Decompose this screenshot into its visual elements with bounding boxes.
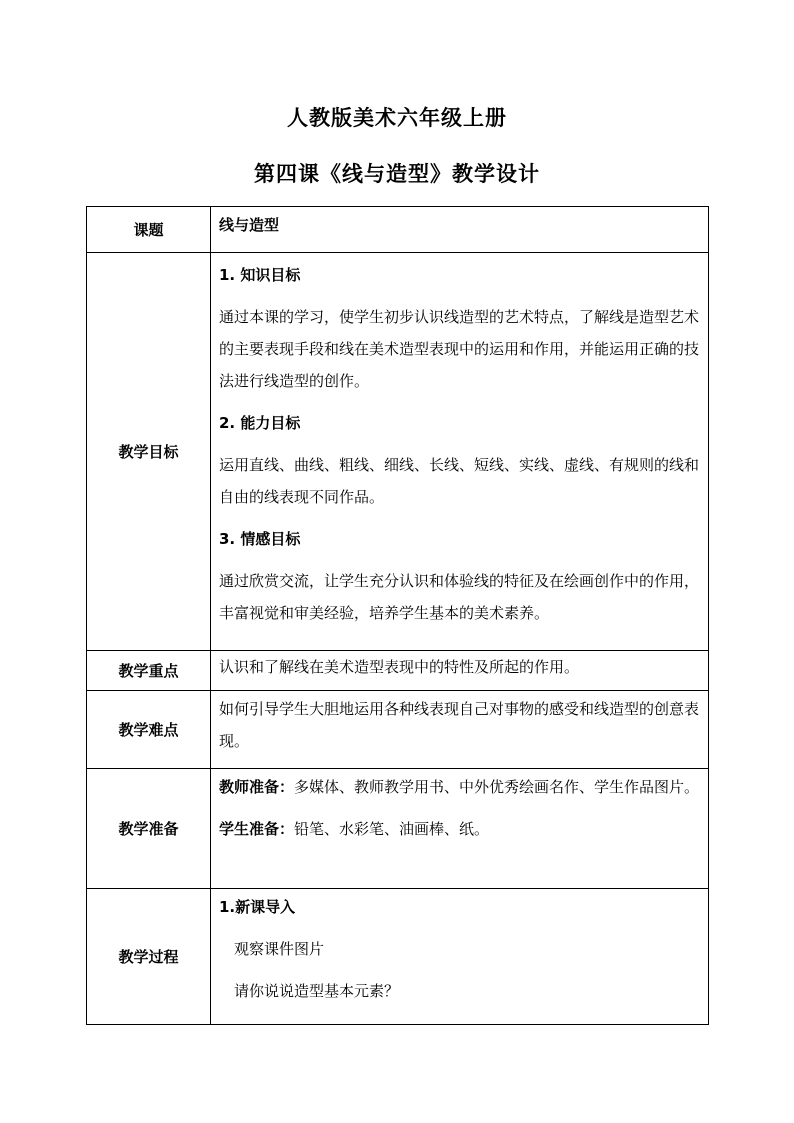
value-topic: 线与造型 — [211, 207, 709, 253]
row-difficulty — [87, 691, 709, 769]
value-preparation — [211, 769, 709, 889]
document-title: 人教版美术六年级上册 — [287, 105, 507, 130]
teacher-prep-label: 教师准备： — [219, 778, 295, 796]
goal-3-heading: 3. 情感目标 — [219, 530, 301, 548]
teacher-prep — [219, 771, 700, 803]
lesson-plan-table — [86, 206, 709, 1025]
row-process — [87, 889, 709, 1025]
row-goals — [87, 253, 709, 651]
student-prep-value: 铅笔、水彩笔、油画棒、纸。 — [294, 820, 490, 838]
value-difficulty: 如何引导学生大胆地运用各种线表现自己对事物的感受和线造型的创意表现。 — [211, 691, 709, 769]
process-step-1-heading: 1.新课导入 — [219, 898, 296, 916]
value-process — [211, 889, 709, 1025]
lesson-title: 第四课《线与造型》教学设计 — [254, 161, 540, 186]
row-key-point — [87, 651, 709, 691]
label-difficulty: 教学难点 — [87, 691, 211, 769]
goal-1-heading: 1. 知识目标 — [219, 266, 301, 284]
label-topic: 课题 — [87, 207, 211, 253]
teacher-prep-value: 多媒体、教师教学用书、中外优秀绘画名作、学生作品图片。 — [294, 778, 700, 796]
row-preparation — [87, 769, 709, 889]
label-goals: 教学目标 — [87, 253, 211, 651]
value-goals — [211, 253, 709, 651]
goal-1-text: 通过本课的学习，使学生初步认识线造型的艺术特点，了解线是造型艺术的主要表现手段和线在美术造型表现中的运用和作用，并能运用正确的技法进行线造型的创作。 — [219, 308, 700, 390]
student-prep-label: 学生准备： — [219, 820, 295, 838]
label-process: 教学过程 — [87, 889, 211, 1025]
row-topic — [87, 207, 709, 253]
label-preparation: 教学准备 — [87, 769, 211, 889]
goal-3-text: 通过欣赏交流，让学生充分认识和体验线的特征及在绘画创作中的作用，丰富视觉和审美经验，培养学生基本的美术素养。 — [219, 572, 700, 622]
student-prep — [219, 813, 700, 845]
label-key-point: 教学重点 — [87, 651, 211, 691]
process-line-2: 请你说说造型基本元素？ — [234, 982, 400, 1000]
value-key-point: 认识和了解线在美术造型表现中的特性及所起的作用。 — [211, 651, 709, 691]
goal-2-text: 运用直线、曲线、粗线、细线、长线、短线、实线、虚线、有规则的线和自由的线表现不同作品。 — [219, 456, 700, 506]
process-line-1: 观察课件图片 — [234, 940, 325, 958]
goal-2-heading: 2. 能力目标 — [219, 414, 301, 432]
